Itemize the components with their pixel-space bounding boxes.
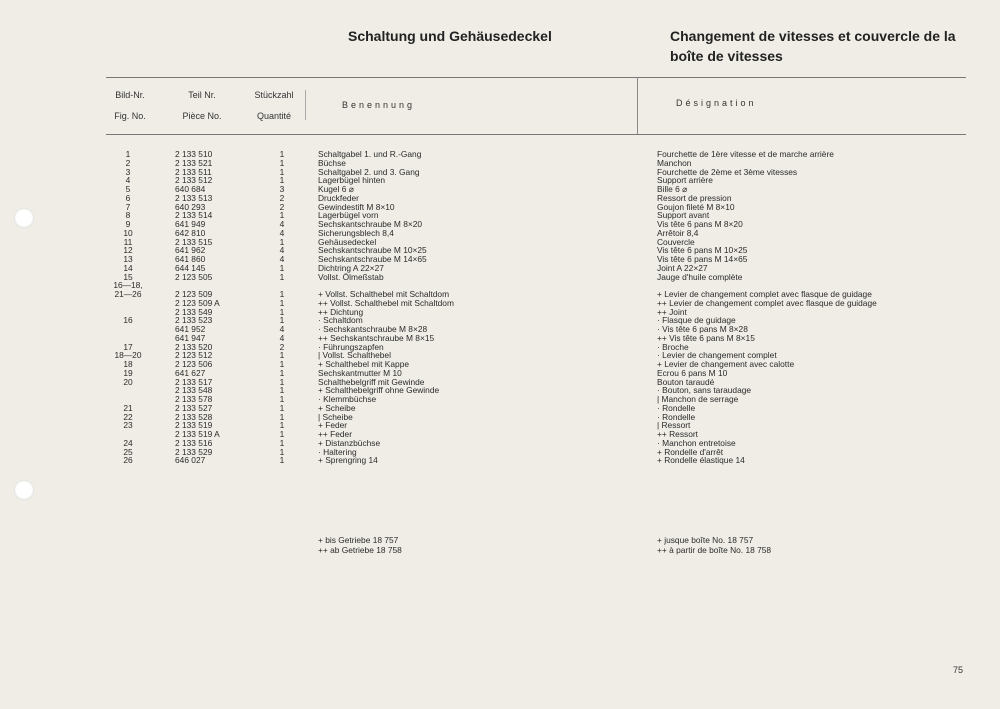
fig-number: 8 [125,210,131,221]
table-row [0,316,1000,325]
binder-hole-bottom [14,480,34,500]
fig-number: 16—18, [113,280,143,291]
parts-table [0,150,1000,465]
name-german: Sicherungsblech 8,4 [318,227,394,238]
fig-number: 21 [123,402,133,413]
quantity: 1 [279,376,285,387]
name-french: ++ Joint [657,306,687,317]
name-german: Vollst. Ölmeßstab [318,271,384,282]
fig-number: 21—26 [114,289,142,299]
name-german: Lagerbügel vorn [318,210,379,221]
quantity: 1 [279,367,285,378]
quantity: 1 [279,394,285,404]
name-german: Sechskantschraube M 8×20 [318,219,423,229]
quantity: 1 [279,455,285,466]
name-french: Vis tête 6 pans M 10×25 [657,245,748,256]
fig-number: 10 [123,227,133,238]
fig-number: 14 [123,262,133,273]
fig-number: 9 [125,219,131,229]
part-number: 2 133 528 [175,411,213,422]
part-number: 642 810 [175,227,206,238]
header-qty-fr: Quantité [256,111,292,121]
footnote-fr-2: ++ à partir de boîte No. 18 758 [657,545,772,555]
name-german: Schaltgabel 2. und 3. Gang [318,166,420,177]
fig-number: 24 [123,437,133,448]
header-top-rule [106,77,966,78]
part-number: 2 123 512 [175,350,213,361]
header-fig-fr: Fig. No. [114,111,146,121]
table-row [0,238,1000,247]
part-number: 644 145 [175,262,206,273]
quantity: 1 [279,306,285,317]
page-number: 75 [953,665,964,675]
part-number: 2 133 519 [175,420,213,431]
name-french: · Manchon entretoise [657,437,736,448]
fig-number: 20 [123,376,133,387]
name-german: + Schalthebelgriff ohne Gewinde [318,385,440,396]
table-row [0,456,1000,465]
name-french: Fourchette de 2ème et 3ème vitesses [657,166,798,177]
table-row [0,378,1000,387]
fig-number: 16 [123,315,133,326]
table-row [0,229,1000,238]
part-number: 2 133 513 [175,192,213,203]
table-row [0,439,1000,448]
name-german: ++ Vollst. Schalthebel mit Schaltdom [318,297,454,308]
name-german: ++ Dichtung [318,306,364,317]
quantity: 4 [279,254,285,264]
name-german: Sechskantschraube M 10×25 [318,245,427,256]
name-french: Vis tête 6 pans M 8×20 [657,219,743,229]
name-french: Vis tête 6 pans M 14×65 [657,254,748,264]
name-german: | Vollst. Schalthebel [318,350,391,361]
table-row [0,168,1000,177]
quantity: 1 [279,402,285,413]
part-number: 641 947 [175,332,206,343]
name-french: Ecrou 6 pans M 10 [657,367,728,378]
fig-number: 22 [123,411,133,422]
table-row [0,150,1000,159]
fig-number: 13 [123,254,133,264]
name-german: Schaltgabel 1. und R.-Gang [318,149,422,159]
name-german: · Haltering [318,446,357,457]
quantity: 4 [279,324,285,334]
quantity: 1 [279,210,285,221]
part-number: 2 133 515 [175,236,213,247]
part-number: 2 133 514 [175,210,213,221]
table-row [0,404,1000,413]
fig-number: 12 [123,245,133,256]
name-german: · Führungszapfen [318,341,384,352]
name-french: Goujon fileté M 8×10 [657,201,735,212]
fig-number: 6 [125,192,131,203]
name-french: · Rondelle [657,402,696,413]
part-number: 2 133 549 [175,306,213,317]
quantity: 1 [279,157,285,168]
name-german: | Scheibe [318,411,353,422]
table-row [0,299,1000,308]
name-german: + Feder [318,420,348,431]
part-number: 2 123 506 [175,359,213,369]
part-number: 640 293 [175,201,206,212]
header-fig-de: Bild-Nr. [115,90,145,100]
quantity: 4 [279,227,285,238]
part-number: 2 123 509 [175,289,213,299]
table-row [0,255,1000,264]
name-french: · Rondelle [657,411,696,422]
table-row [0,185,1000,194]
fig-number: 11 [123,236,133,247]
fig-number: 17 [123,341,133,352]
quantity: 1 [279,315,285,326]
quantity: 1 [279,446,285,457]
title-french: Changement de vitesses et couvercle de la boîte de vitesses [670,28,956,64]
quantity: 1 [279,262,285,273]
fig-number: 2 [125,157,131,168]
part-number: 2 133 548 [175,385,213,396]
table-row [0,413,1000,422]
name-french: Manchon [657,157,692,168]
name-french: ++ Levier de changement complet avec flasque de guidage [657,297,877,308]
header-part-de: Teil Nr. [188,90,216,100]
table-row [0,308,1000,317]
fig-number: 25 [123,446,133,457]
table-row [0,194,1000,203]
name-french: · Broche [657,341,689,352]
name-french: Couvercle [657,236,695,247]
table-row [0,203,1000,212]
part-number: 641 949 [175,219,206,229]
name-french: Arrêtoir 8,4 [657,227,699,238]
fig-number: 1 [125,149,131,159]
part-number: 2 133 527 [175,402,213,413]
table-row [0,448,1000,457]
fig-number: 18—20 [114,350,142,361]
part-number: 2 133 519 A [175,429,220,439]
part-number: 2 133 520 [175,341,213,352]
quantity: 1 [279,271,285,282]
name-german: Dichtring A 22×27 [318,262,384,273]
part-number: 2 133 517 [175,376,213,387]
name-german: Lagerbügel hinten [318,175,386,186]
header-part-fr: Pièce No. [182,111,222,121]
quantity: 1 [279,149,285,159]
name-french: · Bouton, sans taraudage [657,385,752,396]
name-french: · Levier de changement complet [657,350,777,361]
table-row [0,220,1000,229]
part-number: 2 133 516 [175,437,213,448]
part-number: 641 860 [175,254,206,264]
name-french: · Vis tête 6 pans M 8×28 [657,324,748,334]
fig-number: 23 [123,420,133,431]
table-row [0,343,1000,352]
quantity: 3 [279,184,285,194]
table-row [0,369,1000,378]
part-number: 2 133 523 [175,315,213,326]
name-french: Bouton taraudé [657,376,715,387]
name-french: Support arrière [657,175,713,186]
part-number: 2 133 512 [175,175,213,186]
name-french: + Levier de changement complet avec flasque de guidage [657,289,872,299]
name-german: Gehäusedeckel [318,236,377,247]
table-row [0,325,1000,334]
name-french: | Manchon de serrage [657,394,739,404]
table-row [0,334,1000,343]
name-french: + Rondelle élastique 14 [657,455,745,466]
part-number: 2 123 509 A [175,297,220,308]
part-number: 641 962 [175,245,206,256]
quantity: 1 [279,236,285,247]
name-german: Druckfeder [318,192,359,203]
header-bottom-rule [106,134,966,135]
table-row [0,273,1000,282]
header-qty-de: Stückzahl [254,90,294,100]
part-number: 2 133 578 [175,394,213,404]
name-german: Sechskantmutter M 10 [318,367,402,378]
footnote-fr-1: + jusque boîte No. 18 757 [657,535,754,545]
name-german: Sechskantschraube M 14×65 [318,254,427,264]
part-number: 640 684 [175,184,206,194]
fig-number: 19 [123,367,133,378]
table-row [0,211,1000,220]
fig-number: 4 [125,175,131,186]
title-german: Schaltung und Gehäusedeckel [348,28,552,44]
quantity: 1 [279,385,285,396]
name-german: · Sechskantschraube M 8×28 [318,324,428,334]
part-number: 641 627 [175,367,206,378]
name-french: Jauge d'huile complète [657,271,743,282]
part-number: 641 952 [175,324,206,334]
header-name-de: Benennung [342,100,416,110]
part-number: 2 133 511 [175,166,212,177]
column-divider [637,77,638,134]
name-french: Bille 6 ⌀ [657,184,688,194]
quantity: 1 [279,359,285,369]
table-row [0,176,1000,185]
footnote-de-1: + bis Getriebe 18 757 [318,535,399,545]
quantity: 1 [279,411,285,422]
quantity: 4 [279,245,285,256]
name-german: ++ Sechskantschraube M 8×15 [318,332,435,343]
fig-number: 7 [125,201,131,212]
fig-number: 15 [123,271,133,282]
fig-number: 26 [123,455,133,466]
part-number: 646 027 [175,455,206,466]
quantity: 1 [279,350,285,361]
quantity: 2 [279,192,285,203]
name-french: | Ressort [657,420,691,431]
table-row [0,351,1000,360]
name-french: ++ Ressort [657,429,698,439]
part-number: 2 133 521 [175,157,213,168]
table-row [0,386,1000,395]
table-row [0,395,1000,404]
quantity: 1 [279,429,285,439]
fig-number: 18 [123,359,133,369]
name-french: + Rondelle d'arrêt [657,446,724,457]
name-french: · Flasque de guidage [657,315,736,326]
table-row [0,246,1000,255]
table-row [0,421,1000,430]
quantity: 1 [279,420,285,431]
table-row [0,264,1000,273]
part-number: 2 133 510 [175,149,213,159]
name-french: ++ Vis tête 6 pans M 8×15 [657,332,755,343]
name-german: + Schalthebel mit Kappe [318,359,410,369]
name-german: Schalthebelgriff mit Gewinde [318,376,425,387]
quantity: 1 [279,166,285,177]
quantity: 4 [279,332,285,343]
quantity: 1 [279,437,285,448]
name-german: Büchse [318,157,346,168]
part-number: 2 123 505 [175,271,213,282]
column-divider-left [305,90,306,120]
quantity: 2 [279,201,285,212]
name-french: Fourchette de 1ère vitesse et de marche arrière [657,149,834,159]
name-german: ++ Feder [318,429,352,439]
table-row [0,159,1000,168]
footnote-de-2: ++ ab Getriebe 18 758 [318,545,402,555]
part-number: 2 133 529 [175,446,213,457]
name-german: · Schaltdom [318,315,363,326]
fig-number: 5 [125,184,131,194]
table-row [0,430,1000,439]
fig-number: 3 [125,166,131,177]
quantity: 1 [279,289,285,299]
name-german: · Klemmbüchse [318,394,377,404]
name-german: + Scheibe [318,402,356,413]
quantity: 2 [279,341,285,352]
name-german: + Distanzbüchse [318,437,381,448]
name-french: Ressort de pression [657,192,732,203]
quantity: 1 [279,175,285,186]
name-german: Kugel 6 ⌀ [318,184,354,194]
header-name-fr: Désignation [676,98,757,108]
name-french: + Levier de changement avec calotte [657,359,795,369]
name-german: + Vollst. Schalthebel mit Schaltdom [318,289,450,299]
name-german: + Sprengring 14 [318,455,378,466]
table-row [0,360,1000,369]
name-french: Support avant [657,210,710,221]
quantity: 4 [279,219,285,229]
name-german: Gewindestift M 8×10 [318,201,395,212]
quantity: 1 [279,297,285,308]
name-french: Joint A 22×27 [657,262,708,273]
